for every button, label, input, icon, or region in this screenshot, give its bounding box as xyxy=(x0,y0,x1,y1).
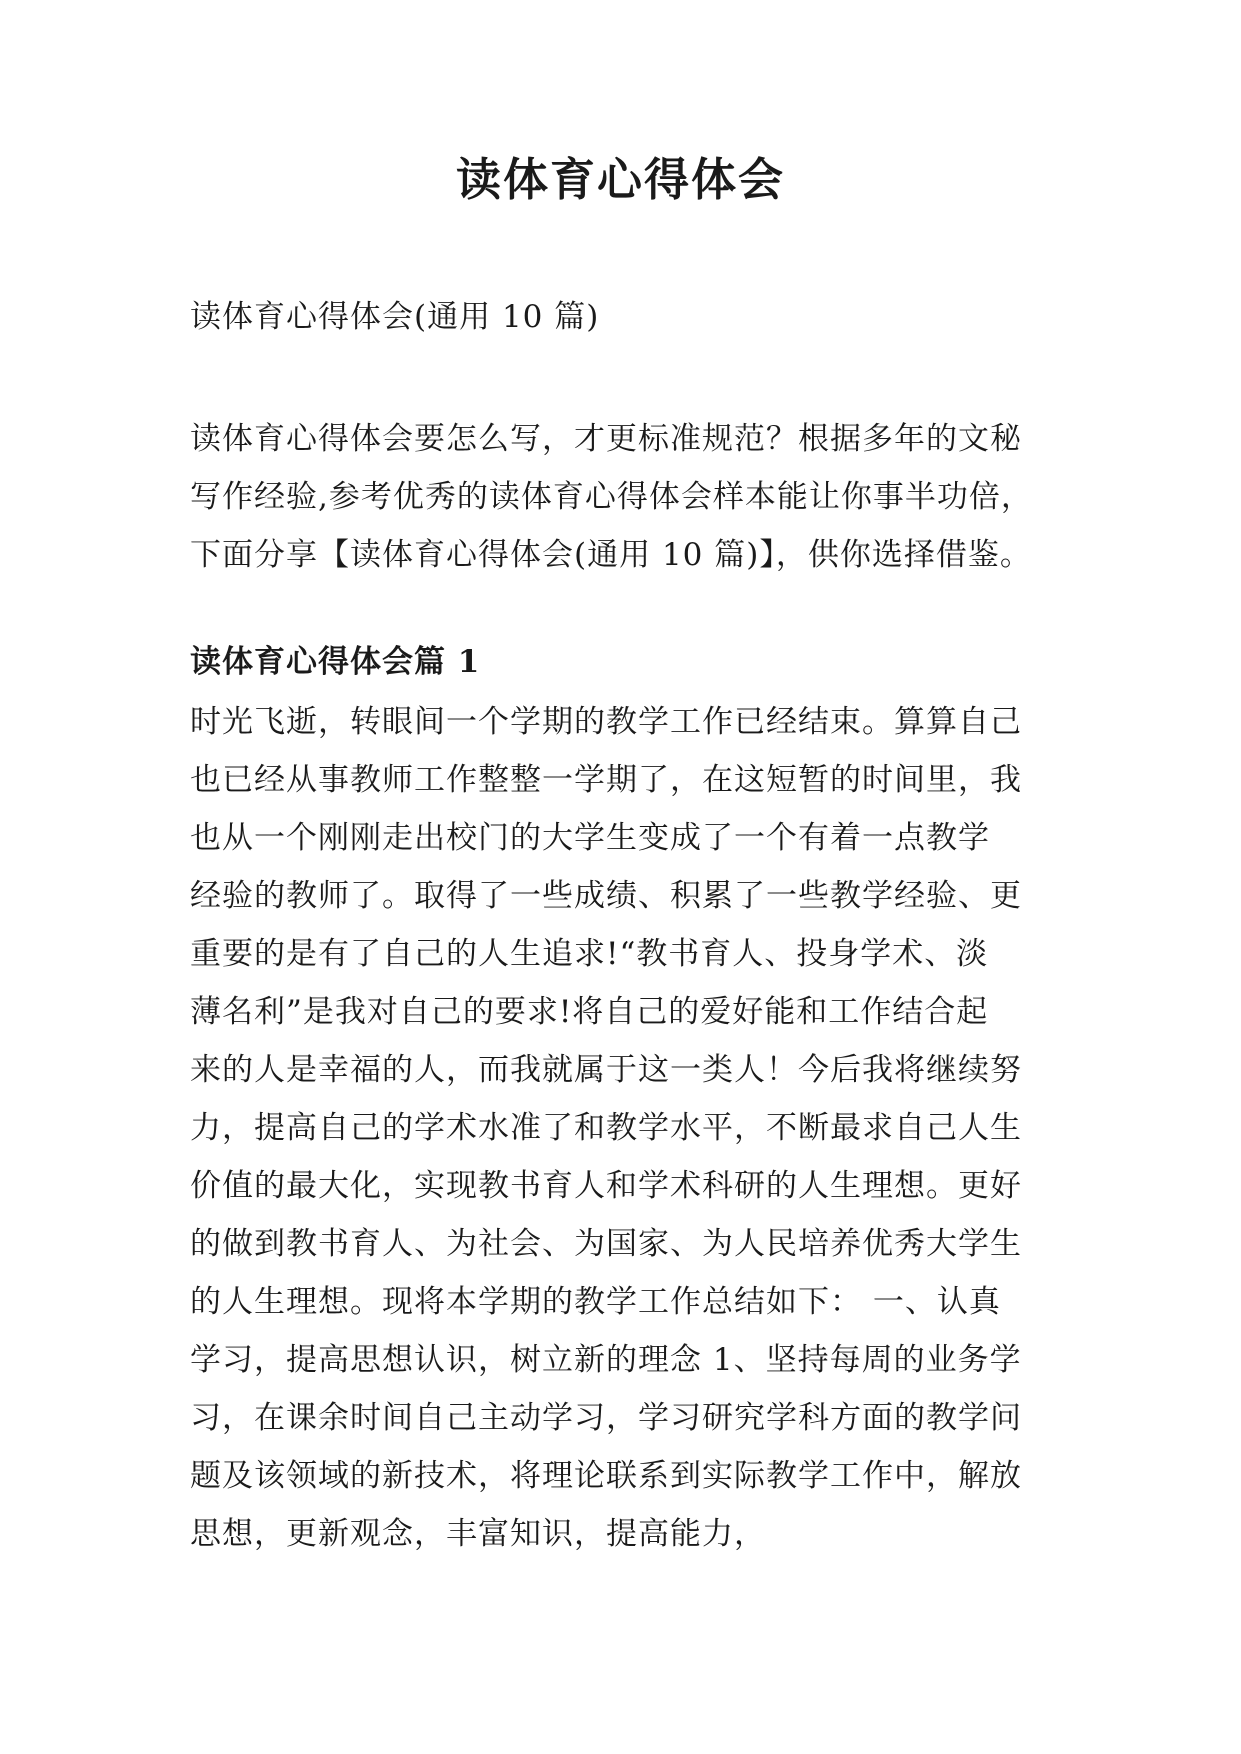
body-line: 学习，提高思想认识，树立新的理念 1、坚持每周的业务学 xyxy=(190,1342,1022,1378)
document-title: 读体育心得体会 xyxy=(455,153,785,206)
intro-line: 下面分享【读体育心得体会(通用 10 篇)】，供你选择借鉴。 xyxy=(190,537,1032,573)
body-line: 经验的教师了。取得了一些成绩、积累了一些教学经验、更 xyxy=(190,878,1022,914)
intro-line: 写作经验,参考优秀的读体育心得体会样本能让你事半功倍， xyxy=(190,479,1033,515)
body-line: 来的人是幸福的人，而我就属于这一类人！今后我将继续努 xyxy=(190,1052,1022,1088)
body-line: 思想，更新观念，丰富知识，提高能力， xyxy=(190,1516,766,1552)
body-line: 重要的是有了自己的人生追求!“教书育人、投身学术、淡 xyxy=(190,936,989,972)
body-line: 时光飞逝，转眼间一个学期的教学工作已经结束。算算自己 xyxy=(190,704,1022,740)
body-line: 也从一个刚刚走出校门的大学生变成了一个有着一点教学 xyxy=(190,820,990,856)
body-line: 的人生理想。现将本学期的教学工作总结如下： 一、认真 xyxy=(190,1284,1001,1320)
intro-line: 读体育心得体会要怎么写，才更标准规范？根据多年的文秘 xyxy=(190,421,1022,457)
body-line: 力，提高自己的学术水准了和教学水平，不断最求自己人生 xyxy=(190,1110,1022,1146)
body-line: 也已经从事教师工作整整一学期了，在这短暂的时间里，我 xyxy=(190,762,1022,798)
intro-paragraph xyxy=(190,410,1070,584)
body-line: 薄名利”是我对自己的要求!将自己的爱好能和工作结合起 xyxy=(190,994,989,1030)
body-line: 习，在课余时间自己主动学习，学习研究学科方面的教学问 xyxy=(190,1400,1022,1436)
body-line: 题及该领域的新技术，将理论联系到实际教学工作中，解放 xyxy=(190,1458,1022,1494)
section-heading: 读体育心得体会篇 1 xyxy=(190,644,481,680)
body-paragraph xyxy=(190,693,1070,1563)
document-subtitle: 读体育心得体会(通用 10 篇) xyxy=(190,299,600,335)
body-line: 的做到教书育人、为社会、为国家、为人民培养优秀大学生 xyxy=(190,1226,1022,1262)
body-line: 价值的最大化，实现教书育人和学术科研的人生理想。更好 xyxy=(190,1168,1022,1204)
